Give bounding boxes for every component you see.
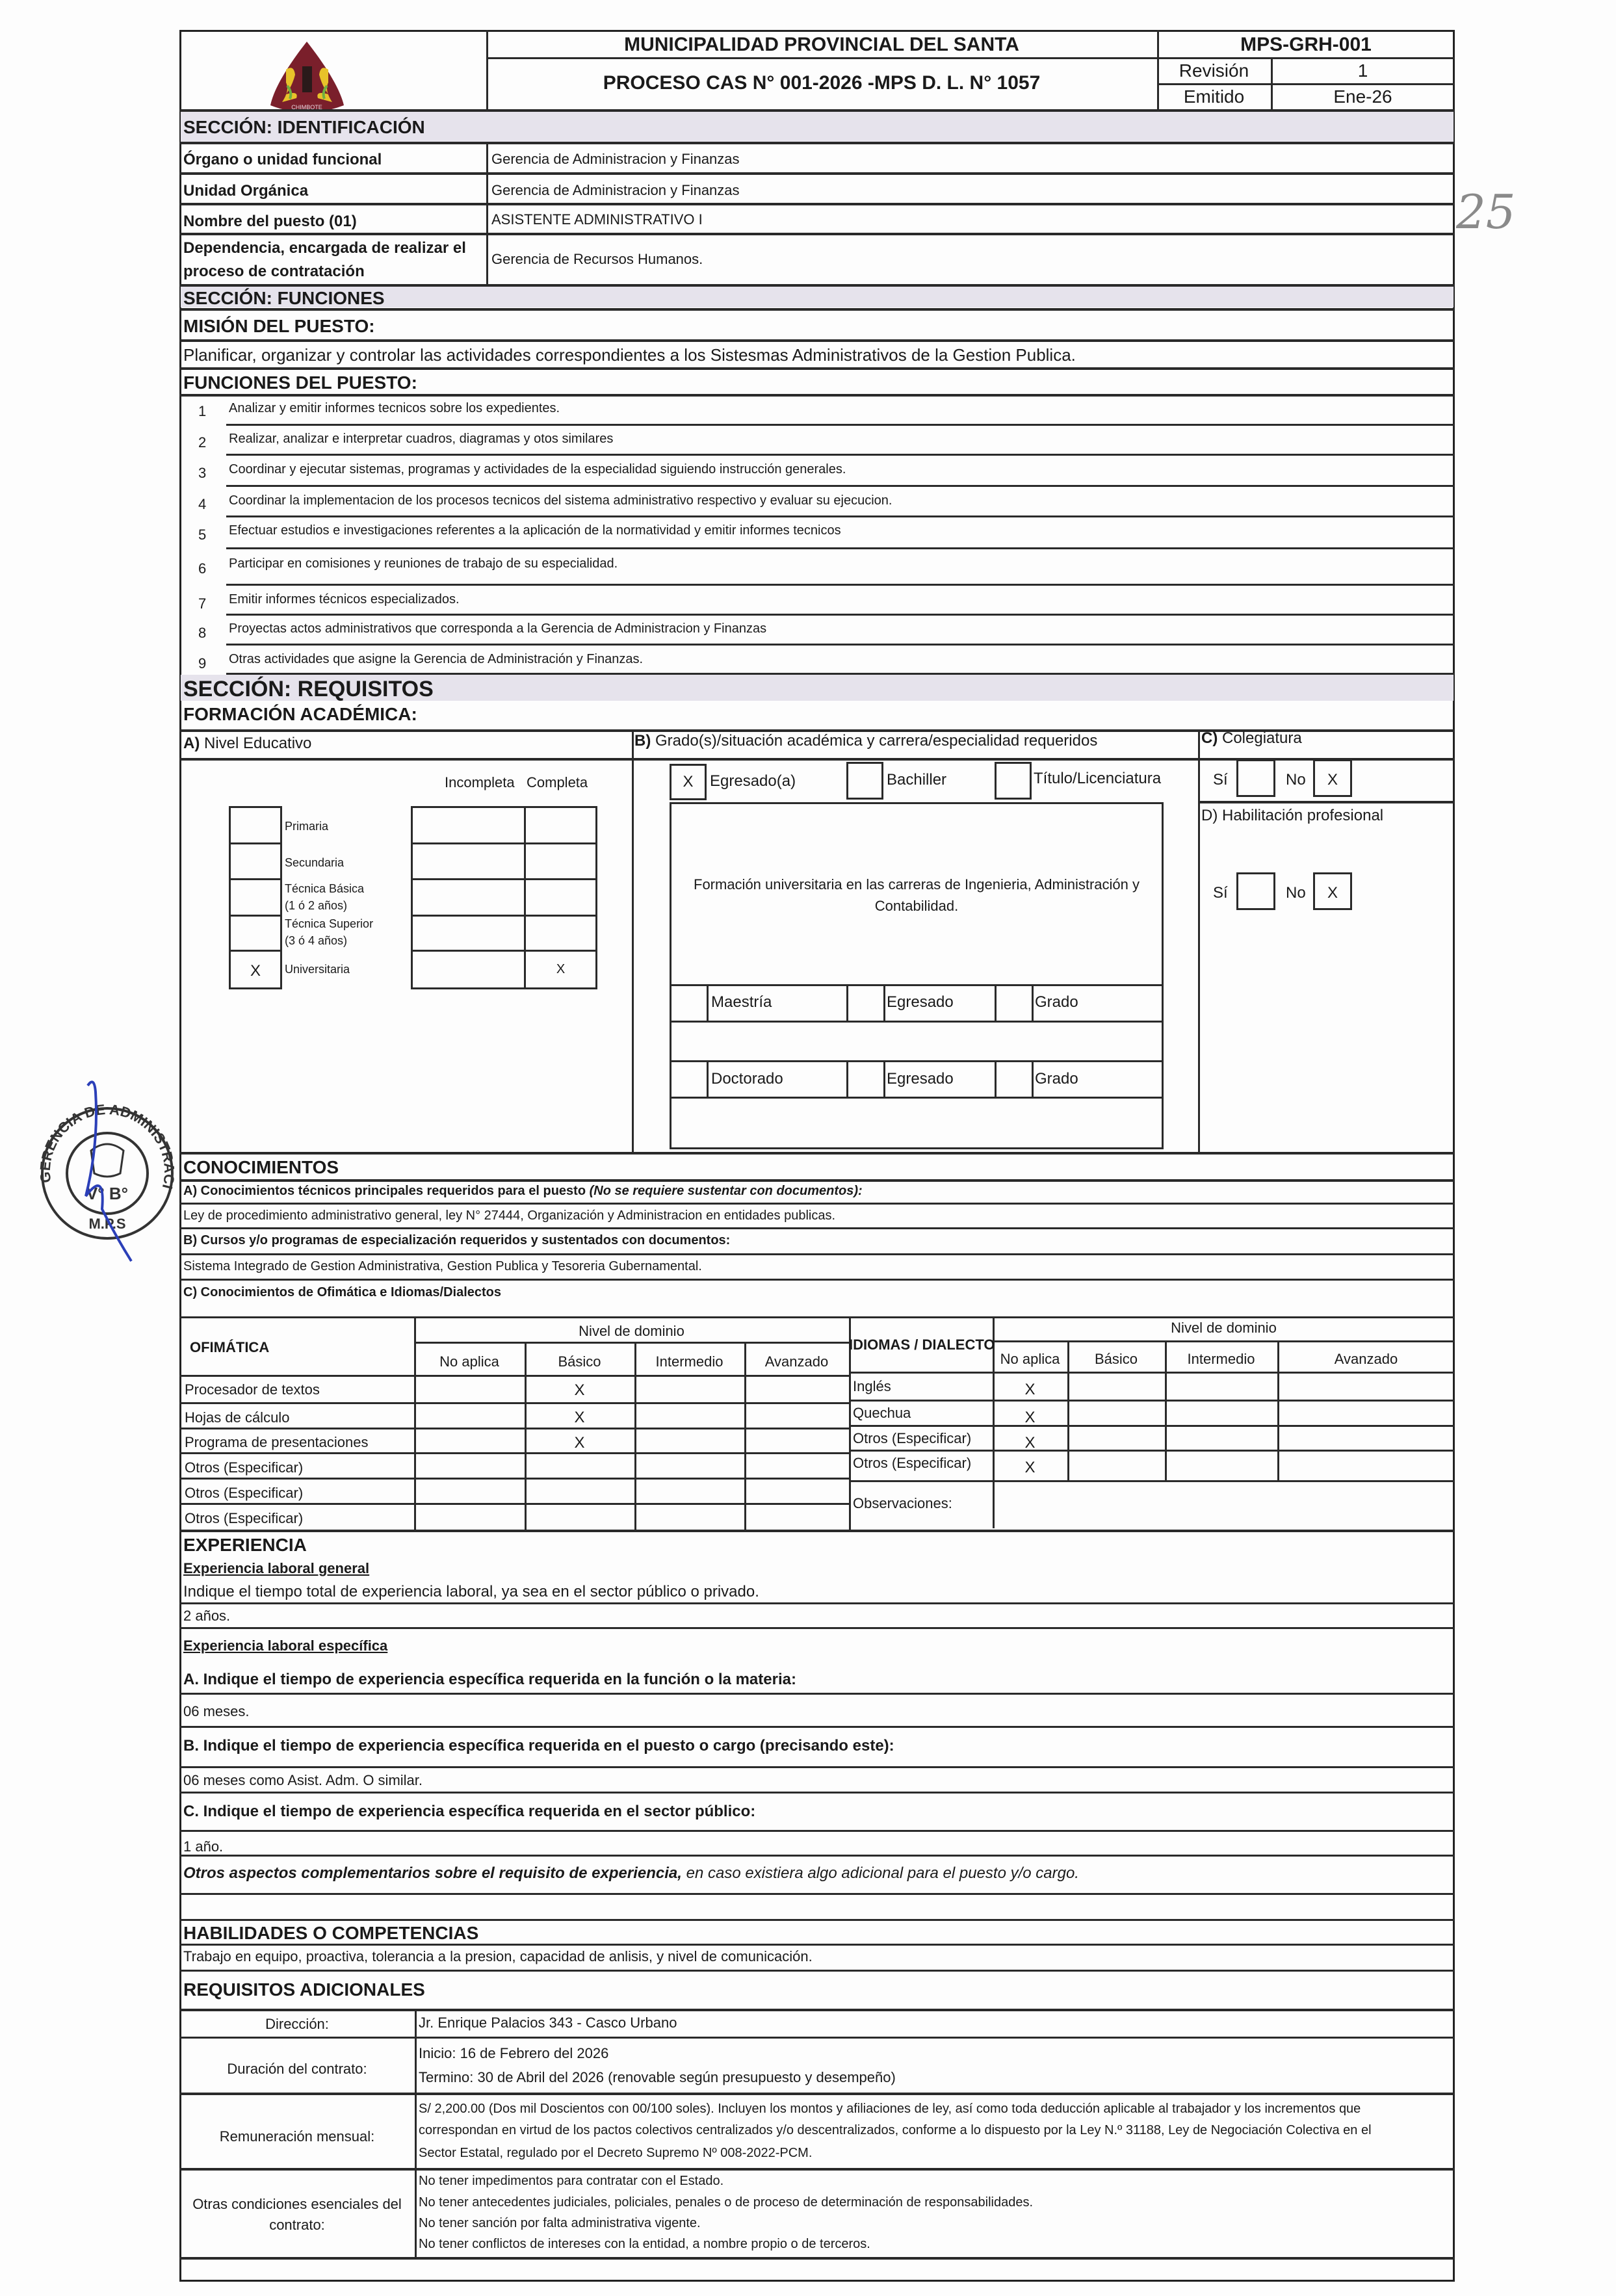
experiencia-especifica-title: Experiencia laboral específica [183,1637,388,1654]
nivel-label-secundaria: Secundaria [285,856,345,869]
nivel-label-primaria: Primaria [285,820,329,833]
experiencia-a-value: 06 meses. [183,1703,250,1719]
conocimientos-a-title: A) Conocimientos técnicos principales requeridos para el puesto (No se requiere sustentar con documentos): [183,1184,863,1198]
colegiatura-title: C) Colegiatura [1201,729,1302,747]
ofimatica-col-intermedio: Intermedio [655,1353,723,1370]
ofimatica-row-label: Procesador de textos [185,1381,320,1398]
duracion-label: Duración del contrato: [227,2061,367,2077]
funcion-number: 4 [198,496,207,512]
approval-stamp [26,1066,189,1274]
nivel-label-tecnica-superior-2: (3 ó 4 años) [285,934,348,947]
colegiatura-no-label: No [1286,771,1306,789]
idiomas-nivel-header: Nivel de dominio [1171,1320,1277,1336]
colegiatura-no-mark: X [1327,771,1338,789]
egresado-check-mark: X [683,773,694,790]
funcion-text: Otras actividades que asigne la Gerencia de Administración y Finanzas. [229,652,644,666]
idiomas-col-intermedio: Intermedio [1187,1351,1255,1367]
observaciones-field[interactable] [995,1482,1453,1528]
funcion-text: Participar en comisiones y reuniones de trabajo de su especialidad. [229,556,618,571]
direccion-label: Dirección: [265,2016,329,2032]
idiomas-cell-no-aplica[interactable]: X [1024,1434,1036,1452]
colegiatura-si-checkbox[interactable] [1236,759,1275,797]
svg-text:V° B°: V° B° [86,1184,129,1203]
ofimatica-header: OFIMÁTICA [190,1339,270,1355]
experiencia-general-value: 2 años. [183,1608,231,1624]
svg-text:GERENCIA DE ADMINISTRACION Y F: GERENCIA DE ADMINISTRACI [36,1101,178,1191]
funcion-text: Coordinar la implementacion de los procesos tecnicos del sistema administrativo respectivo y evaluar su ejecucion. [229,493,893,508]
colegiatura-si-label: Sí [1213,771,1228,789]
ofimatica-row-label: Otros (Especificar) [185,1510,304,1526]
otras-condicion-item: No tener antecedentes judiciales, policiales, penales o de proceso de determinación de responsabilidades. [419,2195,1034,2210]
funcion-number: 2 [198,434,207,450]
ident-value-unidad: Gerencia de Administracion y Finanzas [491,182,740,198]
ident-label-unidad: Unidad Orgánica [183,182,309,200]
funcion-text: Efectuar estudios e investigaciones referentes a la aplicación de la normatividad y emitir informes tecnicos [229,523,841,538]
doctorado-label: Doctorado [711,1070,783,1088]
section-title-identificacion: SECCIÓN: IDENTIFICACIÓN [183,117,425,137]
experiencia-c-prompt: C. Indique el tiempo de experiencia específica requerida en el sector público: [183,1803,756,1820]
habilidades-value: Trabajo en equipo, proactiva, tolerancia a la presion, capacidad de anlisis, y nivel de comunicación. [183,1948,813,1964]
idiomas-header: IDIOMAS / DIALECTO [849,1337,995,1353]
doctorado-grado-label: Grado [1035,1070,1078,1088]
mision-title: MISIÓN DEL PUESTO: [183,316,375,336]
funcion-number: 1 [198,403,207,419]
experiencia-b-value: 06 meses como Asist. Adm. O similar. [183,1772,423,1788]
conocimientos-b-title: B) Cursos y/o programas de especialización requeridos y sustentados con documentos: [183,1233,731,1247]
conocimientos-a-value: Ley de procedimiento administrativo general, ley N° 27444, Organización y Administracion en entidades publicas. [183,1208,836,1223]
shield-crest-icon [267,40,348,118]
emitido-value: Ene-26 [1333,86,1392,107]
svg-text:M.P.S: M.P.S [88,1216,126,1232]
col-incompleta: Incompleta [445,774,515,790]
habilitacion-no-label: No [1286,884,1306,902]
idiomas-row-label: Otros (Especificar) [853,1455,972,1471]
titulo-label: Título/Licenciatura [1034,770,1162,787]
observaciones-label: Observaciones: [853,1495,952,1511]
funcion-text: Realizar, analizar e interpretar cuadros, diagramas y otos similares [229,432,614,446]
emitido-label: Emitido [1183,86,1245,107]
otras-condicion-item: No tener sanción por falta administrativa vigente. [419,2216,701,2230]
maestria-egresado-label: Egresado [887,993,954,1011]
experiencia-title: EXPERIENCIA [183,1535,307,1555]
ofimatica-row-label: Otros (Especificar) [185,1459,304,1476]
duracion-termino: Termino: 30 de Abril del 2026 (renovable según presupuesto y desempeño) [419,2069,896,2085]
handwritten-page-number: 25 [1456,185,1516,239]
funcion-text: Emitir informes técnicos especializados. [229,592,460,607]
ident-label-dependencia-1: Dependencia, encargada de realizar el [183,239,466,257]
experiencia-otros-prompt: Otros aspectos complementarios sobre el requisito de experiencia, en caso existiera algo adicional para el puesto y/o cargo. [183,1864,1079,1882]
nivel-educativo-title: A) Nivel Educativo [183,735,312,752]
nivel-label-tecnica-basica-2: (1 ó 2 años) [285,899,348,912]
habilitacion-title: D) Habilitación profesional [1201,807,1384,824]
idiomas-cell-no-aplica[interactable]: X [1024,1409,1036,1426]
funcion-number: 9 [198,655,207,672]
titulo-checkbox[interactable] [995,762,1032,800]
ofimatica-row-label: Otros (Especificar) [185,1485,304,1501]
otras-condiciones-label-1: Otras condiciones esenciales del [192,2196,402,2212]
remuneracion-line1: S/ 2,200.00 (Dos mil Doscientos con 00/100 soles). Incluyen los montos y afiliaciones de ley, así como toda deducción aplicable al trabajador y los incrementos que [419,2102,1361,2116]
otras-condiciones-label-2: contrato: [269,2217,325,2233]
duracion-inicio: Inicio: 16 de Febrero del 2026 [419,2045,609,2061]
funcion-number: 6 [198,560,207,577]
nivel-label-universitaria: Universitaria [285,963,350,976]
idiomas-cell-no-aplica[interactable]: X [1024,1459,1036,1476]
ofimatica-col-no-aplica: No aplica [439,1353,499,1370]
funcion-text: Coordinar y ejecutar sistemas, programas y actividades de la especialidad siguiendo instrucción generales. [229,462,846,476]
municipal-logo [267,40,348,118]
ofimatica-col-basico: Básico [558,1353,601,1370]
ofimatica-row-label: Hojas de cálculo [185,1409,290,1426]
remuneracion-line3: Sector Estatal, regulado por el Decreto Supremo Nº 008-2022-PCM. [419,2146,813,2160]
section-title-requisitos: SECCIÓN: REQUISITOS [183,677,434,701]
habilidades-title: HABILIDADES O COMPETENCIAS [183,1923,479,1943]
ident-value-puesto: ASISTENTE ADMINISTRATIVO I [491,211,703,228]
habilitacion-no-mark: X [1327,884,1338,902]
funcion-number: 3 [198,465,207,481]
ident-label-dependencia-2: proceso de contratación [183,263,365,280]
ofimatica-row-label: Programa de presentaciones [185,1434,369,1450]
doctorado-egresado-label: Egresado [887,1070,954,1088]
funcion-text: Analizar y emitir informes tecnicos sobre los expedientes. [229,401,560,415]
grado-title: B) Grado(s)/situación académica y carrera/especialidad requeridos [634,732,1098,750]
mision-text: Planificar, organizar y controlar las actividades correspondientes a los Sistesmas Administrativos de la Gestion Publica. [183,345,1076,365]
idiomas-col-basico: Básico [1094,1351,1138,1367]
ofimatica-col-avanzado: Avanzado [764,1353,829,1370]
habilitacion-si-checkbox[interactable] [1236,872,1275,910]
ofimatica-cell-basico[interactable]: X [574,1434,585,1452]
nivel-label-tecnica-superior-1: Técnica Superior [285,917,374,930]
otras-condicion-item: No tener conflictos de intereses con la entidad, a nombre propio o de terceros. [419,2237,870,2251]
funciones-title: FUNCIONES DEL PUESTO: [183,372,417,393]
funcion-number: 7 [198,595,207,612]
nivel-label-tecnica-basica-1: Técnica Básica [285,882,365,895]
experiencia-general-title: Experiencia laboral general [183,1560,370,1576]
funcion-text: Proyectas actos administrativos que corresponda a la Gerencia de Administracion y Finanzas [229,621,767,636]
doc-code: MPS-GRH-001 [1240,34,1372,55]
maestria-grado-label: Grado [1035,993,1078,1011]
idiomas-cell-no-aplica[interactable]: X [1024,1381,1036,1398]
adicionales-title: REQUISITOS ADICIONALES [183,1979,425,2000]
idiomas-row-label: Quechua [853,1405,911,1421]
org-name: MUNICIPALIDAD PROVINCIAL DEL SANTA [624,34,1019,55]
remuneracion-line2: correspondan en virtud de los pactos colectivos centralizados y/o descentralizados, conforme a lo dispuesto por la Ley N.º 31188, Ley de Negociación Colectiva en el [419,2123,1372,2137]
funcion-number: 5 [198,527,207,543]
ident-label-organo: Órgano o unidad funcional [183,151,382,168]
process-title: PROCESO CAS N° 001-2026 -MPS D. L. N° 1057 [603,72,1041,94]
stamp-seal-icon [26,1066,189,1274]
conocimientos-c-title: C) Conocimientos de Ofimática e Idiomas/Dialectos [183,1285,502,1299]
experiencia-c-value: 1 año. [183,1838,224,1855]
bachiller-checkbox[interactable] [846,762,883,800]
conocimientos-b-value: Sistema Integrado de Gestion Administrativa, Gestion Publica y Tesoreria Gubernamental. [183,1259,702,1273]
experiencia-otros-field[interactable] [182,1895,1453,1917]
ofimatica-cell-basico[interactable]: X [574,1409,585,1426]
nivel-completa-universitaria[interactable]: X [556,962,566,976]
revision-label: Revisión [1179,60,1249,81]
maestria-label: Maestría [711,993,772,1011]
revision-value: 1 [1357,60,1368,81]
svg-text:CHIMBOTE: CHIMBOTE [291,104,322,111]
funcion-number: 8 [198,625,207,641]
experiencia-a-prompt: A. Indique el tiempo de experiencia específica requerida en la función o la materia: [183,1671,796,1688]
ofimatica-nivel-header: Nivel de dominio [579,1323,684,1339]
idiomas-col-no-aplica: No aplica [1000,1351,1060,1367]
conocimientos-title: CONOCIMIENTOS [183,1157,339,1177]
egresado-label: Egresado(a) [710,772,796,790]
direccion-value: Jr. Enrique Palacios 343 - Casco Urbano [419,2015,677,2031]
idiomas-row-label: Inglés [853,1378,891,1394]
bachiller-label: Bachiller [887,771,947,789]
idiomas-row-label: Otros (Especificar) [853,1430,972,1446]
ident-value-organo: Gerencia de Administracion y Finanzas [491,151,740,167]
remuneracion-label: Remuneración mensual: [219,2128,375,2145]
col-completa: Completa [527,774,588,790]
ofimatica-cell-basico[interactable]: X [574,1381,585,1399]
nivel-check-universitaria[interactable]: X [250,962,261,980]
carrera-text-line2: Contabilidad. [874,898,959,914]
section-title-funciones: SECCIÓN: FUNCIONES [183,288,385,308]
carrera-text-line1: Formación universitaria en las carreras de Ingenieria, Administración y [694,876,1140,893]
ident-label-puesto: Nombre del puesto (01) [183,213,357,230]
formacion-title: FORMACIÓN ACADÉMICA: [183,704,417,724]
experiencia-general-prompt: Indique el tiempo total de experiencia laboral, ya sea en el sector público o privado. [183,1583,759,1600]
idiomas-col-avanzado: Avanzado [1334,1351,1398,1367]
otras-condicion-item: No tener impedimentos para contratar con el Estado. [419,2174,724,2188]
ident-value-dependencia: Gerencia de Recursos Humanos. [491,251,703,267]
experiencia-b-prompt: B. Indique el tiempo de experiencia específica requerida en el puesto o cargo (precisando este): [183,1737,894,1755]
habilitacion-si-label: Sí [1213,884,1228,902]
